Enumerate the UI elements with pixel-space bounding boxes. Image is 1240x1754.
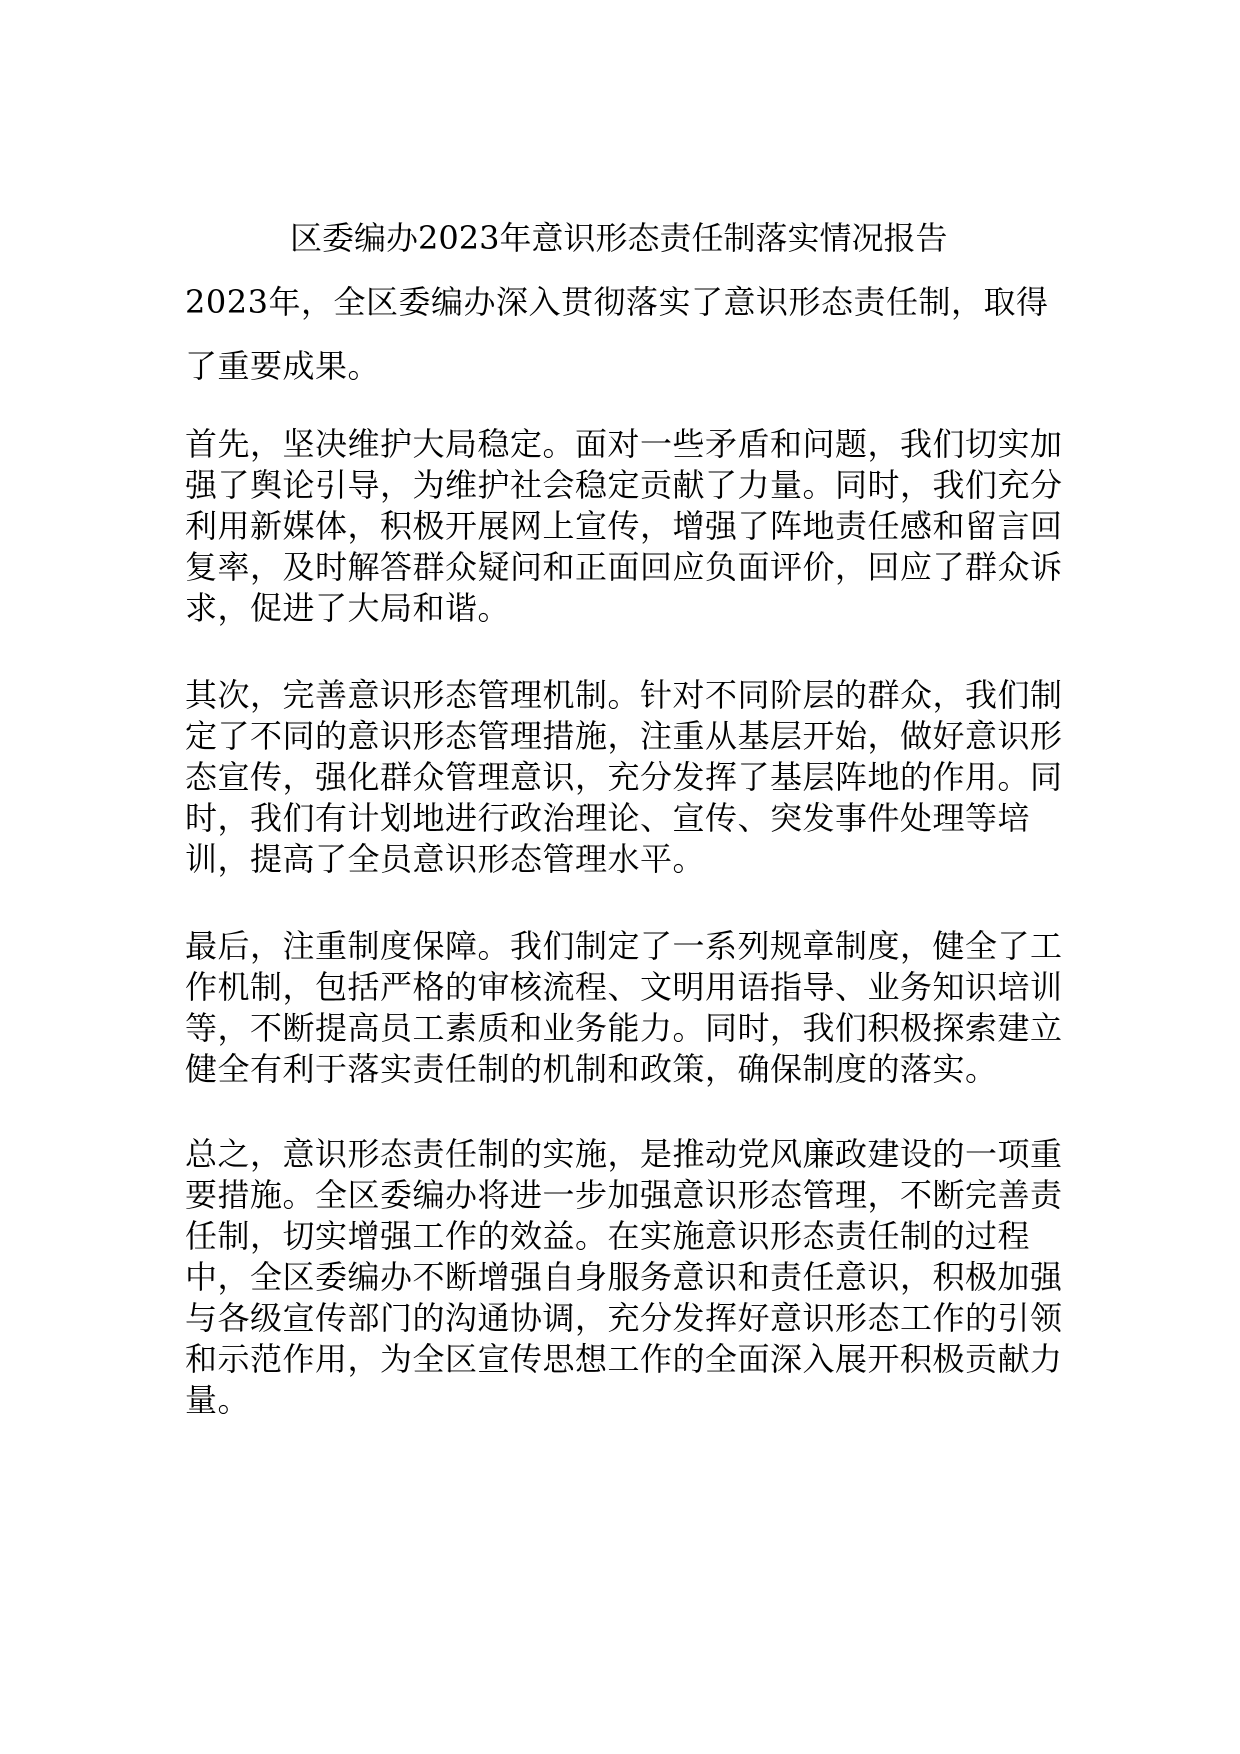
- paragraph-conclusion: 总之，意识形态责任制的实施，是推动党风廉政建设的一项重要措施。全区委编办将进一步加强意识形态管理，不断完善责任制，切实增强工作的效益。在实施意识形态责任制的过程中，全区委编办不断增强自身服务意识和责任意识，积极加强与各级宣传部门的沟通协调，充分发挥好意识形态工作的引领和示范作用，为全区宣传思想工作的全面深入展开积极贡献力量。: [185, 1135, 1063, 1419]
- document-title: 区委编办2023年意识形态责任制落实情况报告: [290, 219, 948, 257]
- paragraph-mechanism: 其次，完善意识形态管理机制。针对不同阶层的群众，我们制定了不同的意识形态管理措施，注重从基层开始，做好意识形态宣传，强化群众管理意识，充分发挥了基层阵地的作用。同时，我们有计划地进行政治理论、宣传、突发事件处理等培训，提高了全员意识形态管理水平。: [185, 676, 1063, 878]
- intro-paragraph: 2023年，全区委编办深入贯彻落实了意识形态责任制，取得了重要成果。: [185, 283, 1049, 385]
- paragraph-institution: 最后，注重制度保障。我们制定了一系列规章制度，健全了工作机制，包括严格的审核流程、文明用语指导、业务知识培训等，不断提高员工素质和业务能力。同时，我们积极探索建立健全有利于落实责任制的机制和政策，确保制度的落实。: [185, 927, 1063, 1088]
- paragraph-stability: 首先，坚决维护大局稳定。面对一些矛盾和问题，我们切实加强了舆论引导，为维护社会稳定贡献了力量。同时，我们充分利用新媒体，积极开展网上宣传，增强了阵地责任感和留言回复率，及时解答群众疑问和正面回应负面评价，回应了群众诉求，促进了大局和谐。: [185, 425, 1063, 627]
